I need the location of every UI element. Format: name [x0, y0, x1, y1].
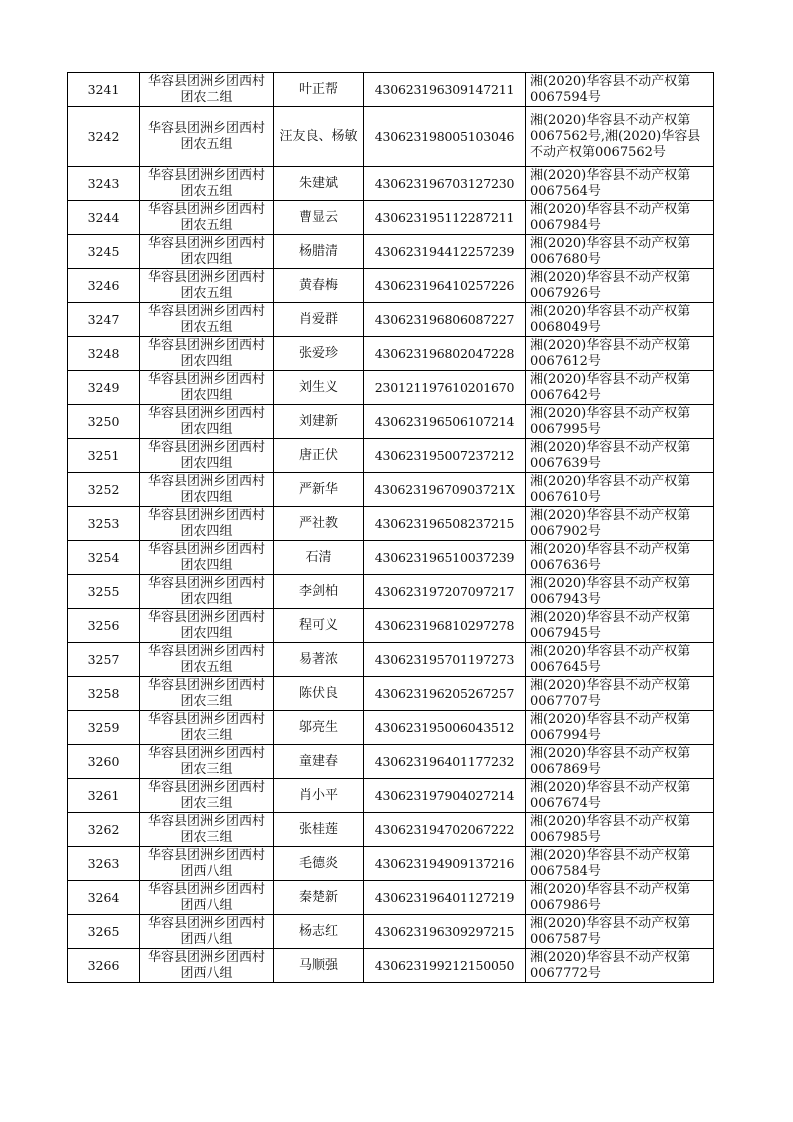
address-cell: 华容县团洲乡团西村团农五组	[140, 201, 274, 235]
table-row	[68, 107, 714, 167]
address-cell: 华容县团洲乡团西村团农五组	[140, 107, 274, 167]
row-number-cell: 3252	[68, 473, 140, 507]
records-table	[67, 72, 714, 983]
address-cell: 华容县团洲乡团西村团农四组	[140, 575, 274, 609]
certificate-number-cell: 湘(2020)华容县不动产权第0067610号	[526, 473, 714, 507]
id-number-cell: 43062319670903721X	[364, 473, 526, 507]
id-number-cell: 430623194412257239	[364, 235, 526, 269]
certificate-number-cell: 湘(2020)华容县不动产权第0067636号	[526, 541, 714, 575]
row-number-cell: 3246	[68, 269, 140, 303]
row-number-cell: 3260	[68, 745, 140, 779]
address-cell: 华容县团洲乡团西村团农三组	[140, 677, 274, 711]
table-row	[68, 915, 714, 949]
row-number-cell: 3256	[68, 609, 140, 643]
table-row	[68, 167, 714, 201]
address-cell: 华容县团洲乡团西村团农四组	[140, 473, 274, 507]
row-number-cell: 3243	[68, 167, 140, 201]
id-number-cell: 430623198005103046	[364, 107, 526, 167]
certificate-number-cell: 湘(2020)华容县不动产权第0067594号	[526, 73, 714, 107]
owner-name-cell: 杨志红	[274, 915, 364, 949]
id-number-cell: 430623196508237215	[364, 507, 526, 541]
row-number-cell: 3261	[68, 779, 140, 813]
id-number-cell: 430623196309297215	[364, 915, 526, 949]
row-number-cell: 3263	[68, 847, 140, 881]
table-row	[68, 269, 714, 303]
row-number-cell: 3258	[68, 677, 140, 711]
owner-name-cell: 张桂莲	[274, 813, 364, 847]
id-number-cell: 430623197207097217	[364, 575, 526, 609]
address-cell: 华容县团洲乡团西村团农二组	[140, 73, 274, 107]
owner-name-cell: 叶正帮	[274, 73, 364, 107]
certificate-number-cell: 湘(2020)华容县不动产权第0067943号	[526, 575, 714, 609]
id-number-cell: 430623196309147211	[364, 73, 526, 107]
row-number-cell: 3247	[68, 303, 140, 337]
id-number-cell: 430623195006043512	[364, 711, 526, 745]
id-number-cell: 430623195701197273	[364, 643, 526, 677]
row-number-cell: 3251	[68, 439, 140, 473]
certificate-number-cell: 湘(2020)华容县不动产权第0067772号	[526, 949, 714, 983]
certificate-number-cell: 湘(2020)华容县不动产权第0068049号	[526, 303, 714, 337]
row-number-cell: 3254	[68, 541, 140, 575]
table-row	[68, 337, 714, 371]
owner-name-cell: 肖爱群	[274, 303, 364, 337]
owner-name-cell: 石清	[274, 541, 364, 575]
id-number-cell: 430623196205267257	[364, 677, 526, 711]
row-number-cell: 3250	[68, 405, 140, 439]
address-cell: 华容县团洲乡团西村团农五组	[140, 303, 274, 337]
id-number-cell: 430623195007237212	[364, 439, 526, 473]
owner-name-cell: 秦楚新	[274, 881, 364, 915]
address-cell: 华容县团洲乡团西村团农五组	[140, 269, 274, 303]
row-number-cell: 3244	[68, 201, 140, 235]
id-number-cell: 430623196410257226	[364, 269, 526, 303]
certificate-number-cell: 湘(2020)华容县不动产权第0067995号	[526, 405, 714, 439]
row-number-cell: 3259	[68, 711, 140, 745]
address-cell: 华容县团洲乡团西村团农四组	[140, 609, 274, 643]
table-row	[68, 473, 714, 507]
row-number-cell: 3266	[68, 949, 140, 983]
certificate-number-cell: 湘(2020)华容县不动产权第0067674号	[526, 779, 714, 813]
owner-name-cell: 李剑柏	[274, 575, 364, 609]
owner-name-cell: 曹显云	[274, 201, 364, 235]
owner-name-cell: 易著浓	[274, 643, 364, 677]
row-number-cell: 3257	[68, 643, 140, 677]
owner-name-cell: 程可义	[274, 609, 364, 643]
certificate-number-cell: 湘(2020)华容县不动产权第0067926号	[526, 269, 714, 303]
row-number-cell: 3262	[68, 813, 140, 847]
address-cell: 华容县团洲乡团西村团西八组	[140, 915, 274, 949]
address-cell: 华容县团洲乡团西村团农三组	[140, 779, 274, 813]
id-number-cell: 430623196806087227	[364, 303, 526, 337]
id-number-cell: 430623196401177232	[364, 745, 526, 779]
records-table-body	[68, 73, 714, 983]
table-row	[68, 949, 714, 983]
address-cell: 华容县团洲乡团西村团农四组	[140, 507, 274, 541]
certificate-number-cell: 湘(2020)华容县不动产权第0067945号	[526, 609, 714, 643]
row-number-cell: 3255	[68, 575, 140, 609]
certificate-number-cell: 湘(2020)华容县不动产权第0067562号,湘(2020)华容县不动产权第0067562号	[526, 107, 714, 167]
certificate-number-cell: 湘(2020)华容县不动产权第0067645号	[526, 643, 714, 677]
table-row	[68, 643, 714, 677]
table-row	[68, 813, 714, 847]
table-row	[68, 745, 714, 779]
table-row	[68, 609, 714, 643]
owner-name-cell: 马顺强	[274, 949, 364, 983]
address-cell: 华容县团洲乡团西村团农四组	[140, 235, 274, 269]
owner-name-cell: 陈伏良	[274, 677, 364, 711]
certificate-number-cell: 湘(2020)华容县不动产权第0067985号	[526, 813, 714, 847]
id-number-cell: 430623196506107214	[364, 405, 526, 439]
id-number-cell: 430623196802047228	[364, 337, 526, 371]
certificate-number-cell: 湘(2020)华容县不动产权第0067564号	[526, 167, 714, 201]
address-cell: 华容县团洲乡团西村团西八组	[140, 949, 274, 983]
table-row	[68, 439, 714, 473]
certificate-number-cell: 湘(2020)华容县不动产权第0067642号	[526, 371, 714, 405]
table-row	[68, 405, 714, 439]
address-cell: 华容县团洲乡团西村团农四组	[140, 405, 274, 439]
table-row	[68, 201, 714, 235]
address-cell: 华容县团洲乡团西村团农三组	[140, 711, 274, 745]
address-cell: 华容县团洲乡团西村团农四组	[140, 541, 274, 575]
owner-name-cell: 肖小平	[274, 779, 364, 813]
row-number-cell: 3245	[68, 235, 140, 269]
row-number-cell: 3241	[68, 73, 140, 107]
certificate-number-cell: 湘(2020)华容县不动产权第0067612号	[526, 337, 714, 371]
row-number-cell: 3253	[68, 507, 140, 541]
owner-name-cell: 朱建斌	[274, 167, 364, 201]
address-cell: 华容县团洲乡团西村团农五组	[140, 167, 274, 201]
table-row	[68, 847, 714, 881]
id-number-cell: 430623199212150050	[364, 949, 526, 983]
row-number-cell: 3264	[68, 881, 140, 915]
address-cell: 华容县团洲乡团西村团农五组	[140, 643, 274, 677]
table-row	[68, 711, 714, 745]
id-number-cell: 430623196703127230	[364, 167, 526, 201]
certificate-number-cell: 湘(2020)华容县不动产权第0067639号	[526, 439, 714, 473]
owner-name-cell: 汪友良、杨敏	[274, 107, 364, 167]
row-number-cell: 3242	[68, 107, 140, 167]
certificate-number-cell: 湘(2020)华容县不动产权第0067994号	[526, 711, 714, 745]
owner-name-cell: 童建春	[274, 745, 364, 779]
address-cell: 华容县团洲乡团西村团农四组	[140, 439, 274, 473]
table-row	[68, 303, 714, 337]
id-number-cell: 230121197610201670	[364, 371, 526, 405]
certificate-number-cell: 湘(2020)华容县不动产权第0067902号	[526, 507, 714, 541]
certificate-number-cell: 湘(2020)华容县不动产权第0067587号	[526, 915, 714, 949]
owner-name-cell: 唐正伏	[274, 439, 364, 473]
table-row	[68, 371, 714, 405]
owner-name-cell: 黄春梅	[274, 269, 364, 303]
certificate-number-cell: 湘(2020)华容县不动产权第0067707号	[526, 677, 714, 711]
table-row	[68, 575, 714, 609]
address-cell: 华容县团洲乡团西村团农四组	[140, 337, 274, 371]
id-number-cell: 430623197904027214	[364, 779, 526, 813]
owner-name-cell: 杨腊清	[274, 235, 364, 269]
id-number-cell: 430623195112287211	[364, 201, 526, 235]
id-number-cell: 430623196810297278	[364, 609, 526, 643]
id-number-cell: 430623194909137216	[364, 847, 526, 881]
table-row	[68, 507, 714, 541]
table-row	[68, 779, 714, 813]
certificate-number-cell: 湘(2020)华容县不动产权第0067986号	[526, 881, 714, 915]
id-number-cell: 430623194702067222	[364, 813, 526, 847]
address-cell: 华容县团洲乡团西村团农三组	[140, 745, 274, 779]
id-number-cell: 430623196401127219	[364, 881, 526, 915]
table-row	[68, 73, 714, 107]
owner-name-cell: 刘建新	[274, 405, 364, 439]
owner-name-cell: 张爱珍	[274, 337, 364, 371]
address-cell: 华容县团洲乡团西村团农四组	[140, 371, 274, 405]
table-row	[68, 541, 714, 575]
owner-name-cell: 刘生义	[274, 371, 364, 405]
table-row	[68, 235, 714, 269]
table-row	[68, 881, 714, 915]
row-number-cell: 3249	[68, 371, 140, 405]
owner-name-cell: 严社教	[274, 507, 364, 541]
certificate-number-cell: 湘(2020)华容县不动产权第0067869号	[526, 745, 714, 779]
address-cell: 华容县团洲乡团西村团西八组	[140, 847, 274, 881]
table-row	[68, 677, 714, 711]
owner-name-cell: 毛德炎	[274, 847, 364, 881]
address-cell: 华容县团洲乡团西村团西八组	[140, 881, 274, 915]
certificate-number-cell: 湘(2020)华容县不动产权第0067584号	[526, 847, 714, 881]
owner-name-cell: 邬亮生	[274, 711, 364, 745]
id-number-cell: 430623196510037239	[364, 541, 526, 575]
certificate-number-cell: 湘(2020)华容县不动产权第0067984号	[526, 201, 714, 235]
owner-name-cell: 严新华	[274, 473, 364, 507]
certificate-number-cell: 湘(2020)华容县不动产权第0067680号	[526, 235, 714, 269]
address-cell: 华容县团洲乡团西村团农三组	[140, 813, 274, 847]
row-number-cell: 3265	[68, 915, 140, 949]
row-number-cell: 3248	[68, 337, 140, 371]
